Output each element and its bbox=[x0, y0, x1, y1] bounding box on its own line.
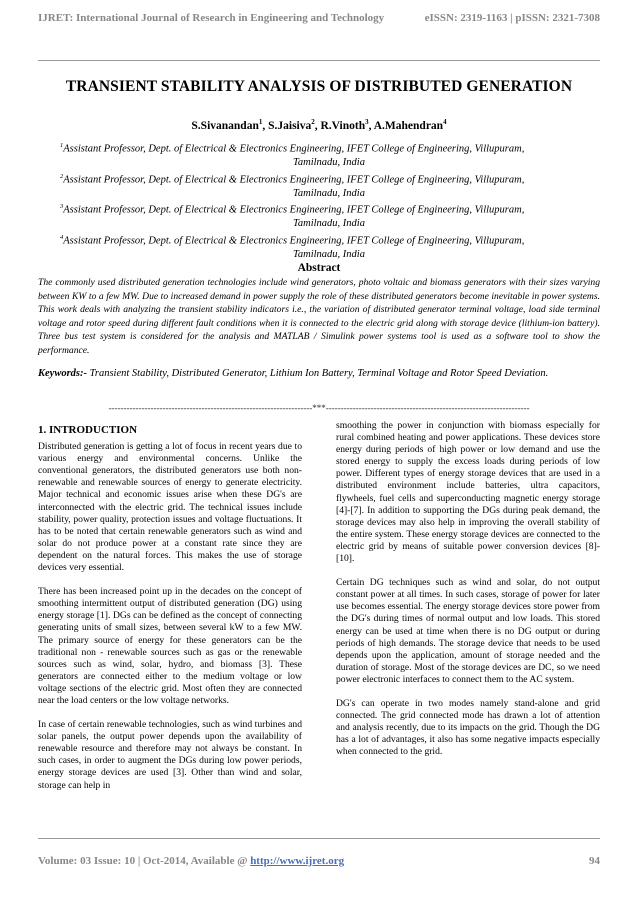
journal-website-link[interactable]: http://www.ijret.org bbox=[250, 855, 345, 867]
affiliation: $^3$Assistant Professor, Dept. of Electrical & Electronics Engineering, IFET College of Engineering, Villupuram, Tamilnadu, India bbox=[60, 203, 525, 229]
author: R.Vinoth$^3$, bbox=[320, 118, 374, 132]
abstract-text: The commonly used distributed generation technologies include wind generators, photo voltaic and biomass generators with their sizes varying between KW to a few MW. Due to increased demand in power supply the role of these distributed generators become inevitable in power systems. This work deals with analyzing the transient stability indicators i.e., the variation of distributed generator terminal voltage, load side terminal voltage and rotor speed during different fault conditions when it is connected to the electric grid along with storage device (lithium-ion battery). Three bus test system is considered for the analysis and MATLAB / Simulink power systems tool is used as a software tool to show the performance. bbox=[38, 277, 600, 356]
body-paragraph: smoothing the power in conjunction with biomass especially for rural combined heating and power applications. These devices store energy during periods of high power or low demand and use the stored energy to supply the excess loads during periods of low power. Different types of energy storage devices that are used in a distributed environment include batteries, ultra capacitors, flywheels, fuel cells and superconducting magnetic energy storage [4]-[7]. In addition to supporting the DGs during peak demand, the storage devices may also help in improving the overall stability of the entire system. These energy storage devices are connected to the electric grid by means of suitable power conversion devices [8]-[10]. bbox=[336, 420, 600, 565]
issn: eISSN: 2319-1163 | pISSN: 2321-7308 bbox=[424, 12, 600, 24]
section-separator: --------------------------------------------------------------------***-------------------------------------------------------------------- bbox=[108, 403, 530, 413]
footer-rule bbox=[38, 838, 600, 839]
affiliation: $^4$Assistant Professor, Dept. of Electrical & Electronics Engineering, IFET College of Engineering, Villupuram, Tamilnadu, India bbox=[60, 233, 525, 260]
left-column bbox=[38, 420, 302, 804]
page-number: 94 bbox=[589, 855, 600, 867]
affiliation: $^2$Assistant Professor, Dept. of Electrical & Electronics Engineering, IFET College of Engineering, Villupuram, Tamilnadu, India bbox=[60, 172, 525, 199]
body-paragraph: In case of certain renewable technologies, such as wind turbines and solar panels, the output power depends upon the availability of renewable resource and therefore may not always be constant. In such cases, in order to augment the DGs during low power periods, energy storage devices are used [3]. Other than wind and solar, storage can help in bbox=[38, 719, 302, 791]
author-list bbox=[38, 118, 600, 132]
running-header bbox=[38, 12, 600, 24]
keywords-label: Keywords:- bbox=[38, 368, 87, 379]
footer-volume: Volume: 03 Issue: 10 | Oct-2014, Available @ http://www.ijret.org bbox=[38, 855, 345, 867]
body-paragraph: DG's can operate in two modes namely stand-alone and grid connected. The grid connected mode has drawn a lot of attention and analysis recently, due to its impacts on the grid. Though the DG has a lot of advantages, it also has some negative impacts especially when connected to the grid. bbox=[336, 697, 600, 758]
paper-title: TRANSIENT STABILITY ANALYSIS OF DISTRIBUTED GENERATION bbox=[65, 78, 573, 95]
journal-name: IJRET: International Journal of Research in Engineering and Technology bbox=[38, 12, 385, 24]
author: S.Sivanandan$^1$, bbox=[191, 118, 269, 132]
section-heading: 1. INTRODUCTION bbox=[38, 424, 138, 436]
body-paragraph: There has been increased point up in the decades on the concept of smoothing intermittent output of distributed generation (DG) using energy storage [1]. DGs can be defined as the concept of connecting generating units of small sizes, between several kW to a few MW. The primary source of energy for these generators can be the traditional non - renewable sources such as gas or the renewable sources such as wind, solar, hydro, and biomass [3]. These generators are connected either to the medium voltage or low voltage sections of the electric grid. Most often they are connected near the load centers or the low voltage networks. bbox=[38, 586, 302, 706]
header-rule bbox=[38, 60, 600, 61]
abstract-heading: Abstract bbox=[297, 262, 341, 274]
body-paragraph: Distributed generation is getting a lot of focus in recent years due to various energy and environmental concerns. Unlike the conventional generators, the distributed generators use both non-renewable and renewable sources of energy to generate electricity. Major technical and economic issues arise when these DG's are interconnected with the electric grid. The technical issues include stability, power quality, protection issues and voltage fluctuations. It has to be noted that certain renewable generators such as wind and solar do not produce power at a constant rate since they are dependent on the natural forces. This makes the use of storage devices very essential. bbox=[38, 441, 302, 574]
keywords bbox=[38, 364, 600, 383]
keywords-text: Transient Stability, Distributed Generator, Lithium Ion Battery, Terminal Voltage and Rotor Speed Deviation. bbox=[89, 368, 549, 379]
affiliation: $^1$Assistant Professor, Dept. of Electrical & Electronics Engineering, IFET College of Engineering, Villupuram, Tamilnadu, India bbox=[60, 142, 525, 168]
author: S.Jaisiva$^2$, bbox=[268, 118, 321, 132]
author: A.Mahendran$^4$ bbox=[373, 118, 447, 132]
affiliations bbox=[60, 139, 598, 261]
running-footer bbox=[38, 855, 600, 867]
right-column bbox=[336, 420, 600, 770]
body-paragraph: Certain DG techniques such as wind and solar, do not output constant power at all times. In such cases, storage of power for later use becomes essential. The energy storage devices store power from the DG's during times of normal output and low loads. This stored energy can be used at time when there is no DG output or during periods of high demands. The storage device that needs to be used depends upon the application, amount of storage needed and the duration of storage. Most of the storage devices are DC, so we need power electronic interfaces to connect them to the AC system. bbox=[336, 577, 600, 685]
